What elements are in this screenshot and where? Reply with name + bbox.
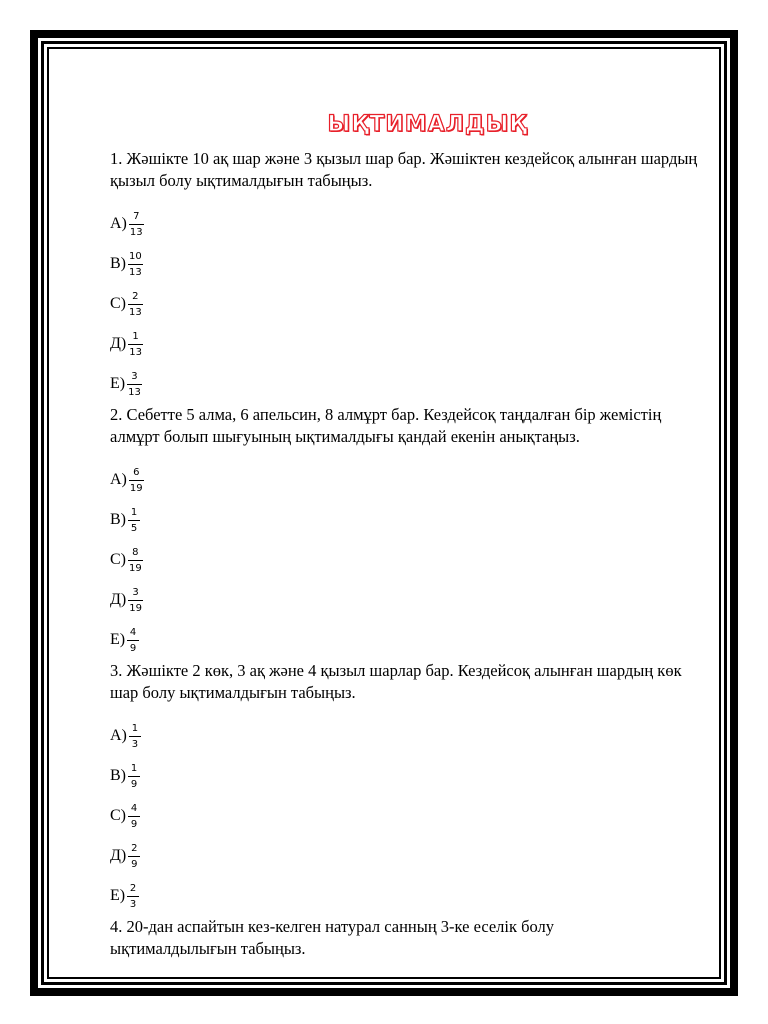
- answer-option: [110, 540, 720, 580]
- numerator: 1: [130, 506, 138, 518]
- answer-option: [110, 620, 720, 660]
- fraction-bar: [129, 480, 144, 481]
- option-label: C): [110, 807, 126, 824]
- option-label: B): [110, 255, 126, 272]
- option-label: Д): [110, 847, 127, 864]
- option-label: B): [110, 767, 126, 784]
- fraction-bar: [128, 344, 143, 345]
- answer-option: [110, 836, 720, 876]
- numerator: 4: [129, 626, 137, 638]
- fraction: [128, 547, 143, 574]
- option-label: B): [110, 511, 126, 528]
- denominator: 13: [129, 306, 142, 318]
- fraction: [127, 883, 139, 910]
- option-label: E): [110, 631, 126, 648]
- fraction: [128, 843, 140, 870]
- answer-option: [110, 324, 720, 364]
- fraction-bar: [128, 600, 143, 601]
- fraction: [128, 763, 140, 790]
- option-label: C): [110, 551, 126, 568]
- answer-option: [110, 284, 720, 324]
- fraction-bar: [128, 816, 140, 817]
- fraction-bar: [127, 896, 139, 897]
- option-label: Д): [110, 591, 127, 608]
- numerator: 10: [129, 250, 142, 262]
- question-block: [110, 916, 720, 960]
- numerator: 2: [132, 290, 139, 302]
- numerator: 1: [132, 330, 139, 342]
- answer-option: [110, 500, 720, 540]
- numerator: 2: [131, 842, 138, 854]
- question-block: [110, 404, 720, 660]
- fraction-bar: [128, 264, 143, 265]
- numerator: 1: [131, 722, 139, 734]
- numerator: 1: [130, 762, 138, 774]
- fraction-bar: [128, 304, 143, 305]
- fraction-bar: [128, 776, 140, 777]
- question-text: 1. Жәшікте 10 ақ шар және 3 қызыл шар бар. Жәшіктен кездейсоқ алынған шардың қызыл болу ықтималдығын табыңыз.: [110, 149, 698, 190]
- page-title: ЫҚТИМАЛДЫҚ: [327, 112, 528, 137]
- denominator: 9: [129, 642, 137, 654]
- numerator: 8: [132, 546, 139, 558]
- numerator: 2: [129, 882, 137, 894]
- answer-option: [110, 580, 720, 620]
- fraction: [129, 723, 141, 750]
- fraction: [128, 291, 143, 318]
- denominator: 13: [128, 386, 141, 398]
- denominator: 13: [129, 346, 142, 358]
- question-text: 4. 20-дан аспайтын кез-келген натурал санның 3-ке еселік болу ықтималдылығын табыңыз.: [110, 917, 555, 958]
- answer-option: [110, 716, 720, 756]
- answer-option: [110, 756, 720, 796]
- fraction: [128, 507, 140, 534]
- fraction-bar: [128, 520, 140, 521]
- denominator: 19: [129, 562, 142, 574]
- denominator: 3: [131, 738, 139, 750]
- fraction-bar: [129, 736, 141, 737]
- denominator: 3: [129, 898, 137, 910]
- option-label: A): [110, 215, 127, 232]
- answer-option: [110, 364, 720, 404]
- fraction: [127, 371, 142, 398]
- fraction: [129, 467, 144, 494]
- question-text: 3. Жәшікте 2 көк, 3 ақ және 4 қызыл шарлар бар. Кездейсоқ алынған шардың көк шар болу ықтималдығын табыңыз.: [110, 661, 682, 702]
- fraction-bar: [128, 560, 143, 561]
- numerator: 3: [132, 586, 139, 598]
- option-label: A): [110, 727, 127, 744]
- fraction-bar: [127, 384, 142, 385]
- denominator: 19: [129, 482, 143, 494]
- numerator: 6: [133, 466, 140, 478]
- question-block: [110, 148, 720, 404]
- answer-option: [110, 244, 720, 284]
- answer-option: [110, 796, 720, 836]
- fraction: [127, 627, 139, 654]
- option-label: A): [110, 471, 127, 488]
- option-label: E): [110, 375, 126, 392]
- denominator: 9: [130, 778, 138, 790]
- answer-option: [110, 204, 720, 244]
- denominator: 13: [129, 266, 142, 278]
- answer-option: [110, 460, 720, 500]
- fraction-bar: [129, 224, 144, 225]
- fraction: [128, 251, 143, 278]
- denominator: 5: [130, 522, 138, 534]
- fraction: [128, 803, 140, 830]
- denominator: 19: [129, 602, 142, 614]
- fraction-bar: [128, 856, 140, 857]
- option-label: C): [110, 295, 126, 312]
- question-text: 2. Себетте 5 алма, 6 апельсин, 8 алмұрт бар. Кездейсоқ таңдалған бір жемістің алмұрт болып шығуының ықтималдығы қандай екенін анықтаңыз.: [110, 405, 662, 446]
- denominator: 13: [129, 226, 143, 238]
- numerator: 4: [130, 802, 138, 814]
- question-block: [110, 660, 720, 916]
- worksheet-content: [110, 110, 720, 972]
- denominator: 9: [131, 858, 138, 870]
- option-label: Д): [110, 335, 127, 352]
- option-label: E): [110, 887, 126, 904]
- denominator: 9: [130, 818, 138, 830]
- numerator: 3: [131, 370, 138, 382]
- answer-option: [110, 876, 720, 916]
- numerator: 7: [133, 210, 140, 222]
- fraction: [129, 211, 144, 238]
- fraction: [128, 331, 143, 358]
- fraction-bar: [127, 640, 139, 641]
- fraction: [128, 587, 143, 614]
